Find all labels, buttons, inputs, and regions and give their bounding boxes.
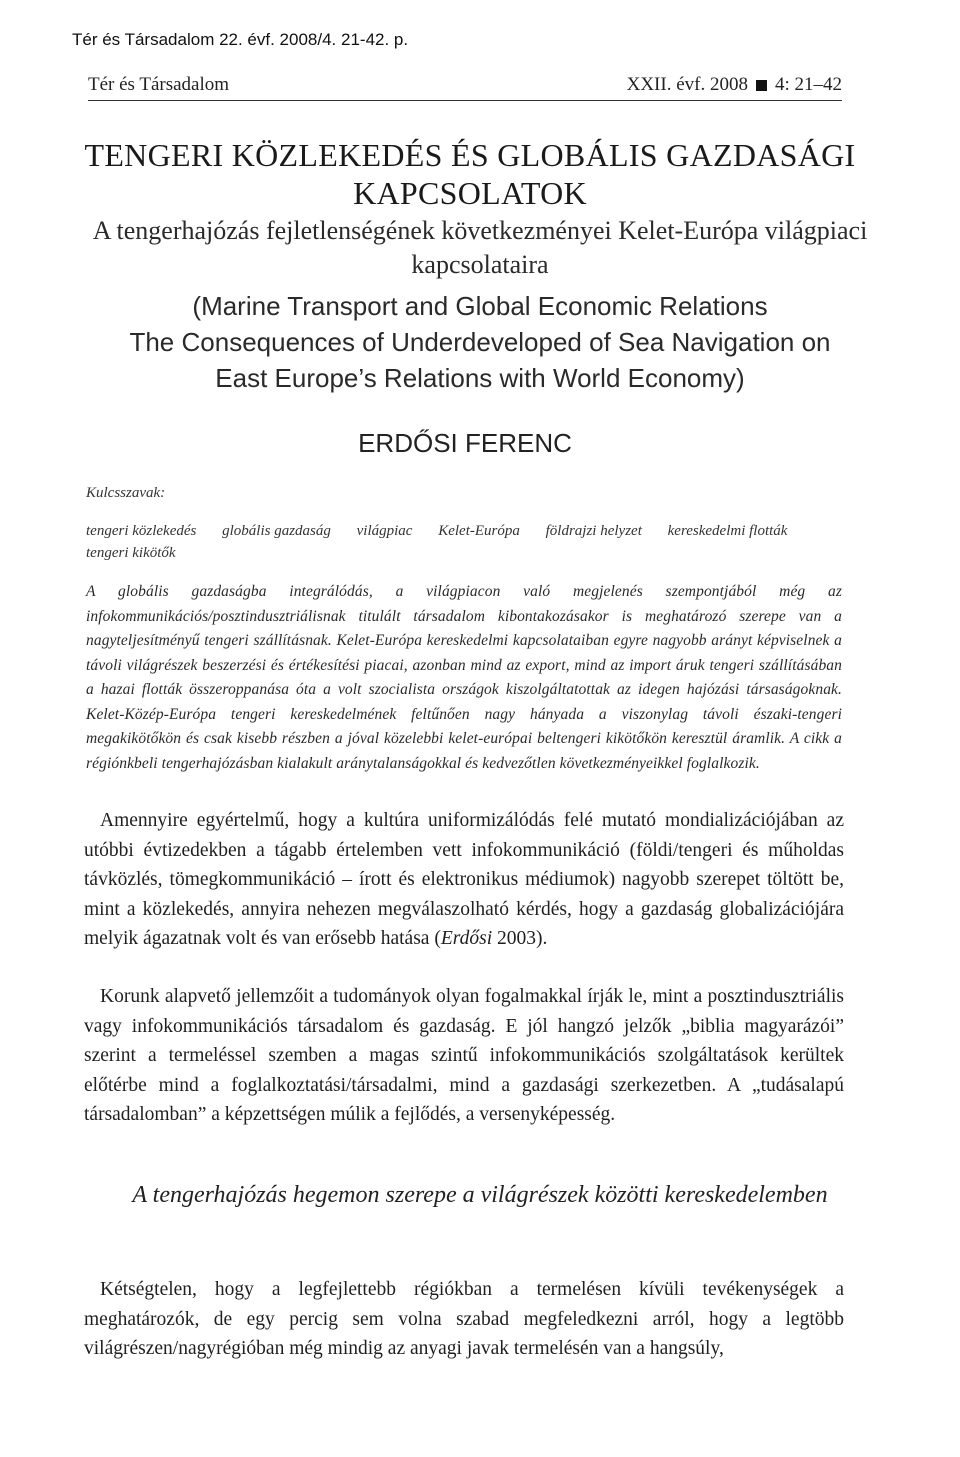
article-subtitle-hungarian: A tengerhajózás fejletlenségének következményei Kelet-Európa világpiaci kapcsolataira (92, 216, 868, 279)
keyword: világpiac (356, 523, 413, 539)
keyword: tengeri közlekedés (86, 523, 197, 539)
keywords-list (86, 520, 846, 564)
keyword: Kelet-Európa (438, 523, 520, 539)
body-paragraph: Kétségtelen, hogy a legfejlettebb régiókban a termelésen kívüli tevékenységek a meghatározók, de egy percig sem volna szabad megfeledkezni arról, hogy a legtöbb világrészen/nagyrégióban még mindig az anyagi javak termelésén van a hangsúly, (84, 1279, 844, 1359)
subtitle-en-line: East Europe’s Relations with World Economy) (215, 363, 745, 393)
keywords-label: Kulcsszavak: (86, 485, 166, 501)
body-paragraph (84, 806, 844, 954)
keyword: tengeri kikötők (86, 545, 176, 561)
article-subtitle-english (90, 288, 870, 396)
source-citation-line: Tér és Társadalom 22. évf. 2008/4. 21-42. p. (72, 30, 409, 49)
paragraph-text: Amennyire egyértelmű, hogy a kultúra uniformizálódás felé mutató mondializációjában az utóbbi évtizedekben a tágabb értelemben vett infokommunikáció (földi/tengeri és műholdas távközlés, tömegkommunikáció – írott és elektronikus médiumok) nagyobb szerepet töltött be, mint a közlekedés, annyira nehezen megválaszolható kérdés, hogy a gazdaság globalizációjára melyik ágazatnak volt és van erősebb hatása ( (84, 810, 844, 949)
journal-name: Tér és Társadalom (88, 74, 230, 95)
section-heading: A tengerhajózás hegemon szerepe a világrészek közötti kereskedelemben (132, 1182, 828, 1208)
body-paragraph: Korunk alapvető jellemzőit a tudományok olyan fogalmakkal írják le, mint a posztindusztriális vagy infokommunikációs társadalom és gazdaság. E jól hangzó jelzők „biblia magyarázói” szerint a termeléssel szemben a magas szintű infokommunikációs szolgáltatások kerültek előtérbe mind a foglalkoztatási/társadalmi, mind a gazdasági szerkezetben. A „tudásalapú társadalomban” a képzettségen múlik a fejlődés, a versenyképesség. (84, 986, 844, 1125)
square-bullet-icon (756, 80, 767, 91)
citation-author: Erdősi (440, 928, 493, 949)
article-title: TENGERI KÖZLEKEDÉS ÉS GLOBÁLIS GAZDASÁGI KAPCSOLATOK (84, 137, 856, 211)
keyword: földrajzi helyzet (545, 523, 642, 539)
volume-info (627, 74, 842, 96)
subtitle-en-line: The Consequences of Underdeveloped of Sea Navigation on (129, 327, 831, 357)
paragraph-text: 2003). (492, 928, 548, 949)
running-header (88, 74, 842, 101)
subtitle-en-line: (Marine Transport and Global Economic Relations (192, 291, 768, 321)
keyword: globális gazdaság (222, 523, 331, 539)
volume-year: XXII. évf. 2008 (626, 74, 748, 95)
keyword: kereskedelmi flották (667, 523, 788, 539)
issue-pages: 4: 21–42 (774, 74, 842, 95)
author-name: ERDŐSI FERENC (358, 428, 572, 458)
abstract: A globális gazdaságba integrálódás, a világpiacon való megjelenés szempontjából még az infokommunikációs/posztindusztriálisnak titulált társadalom kibontakozásakor is meghatározó szerepe van a nagyteljesítményű tengeri szállításnak. Kelet-Európa kereskedelmi kapcsolataiban egyre nagyobb arányt képviselnek a távoli világrészek beszerzési és értékesítési piacai, azonban mind az export, mind az import áruk tengeri szállításában a hazai flották összeroppanása óta a volt szocialista országok kiszolgáltatottak az idegen hajózási társaságoknak. Kelet-Közép-Európa tengeri kereskedelmének feltűnően nagy hányada a viszonylag távoli északi-tengeri megakikötőkön és csak kisebb részben a jóval közelebbi kelet-európai beltengeri kikötőkön keresztül áramlik. A cikk a régiónkbeli tengerhajózásban kialakult aránytalanságokkal és kedvezőtlen következményeikkel foglalkozik. (86, 583, 842, 772)
